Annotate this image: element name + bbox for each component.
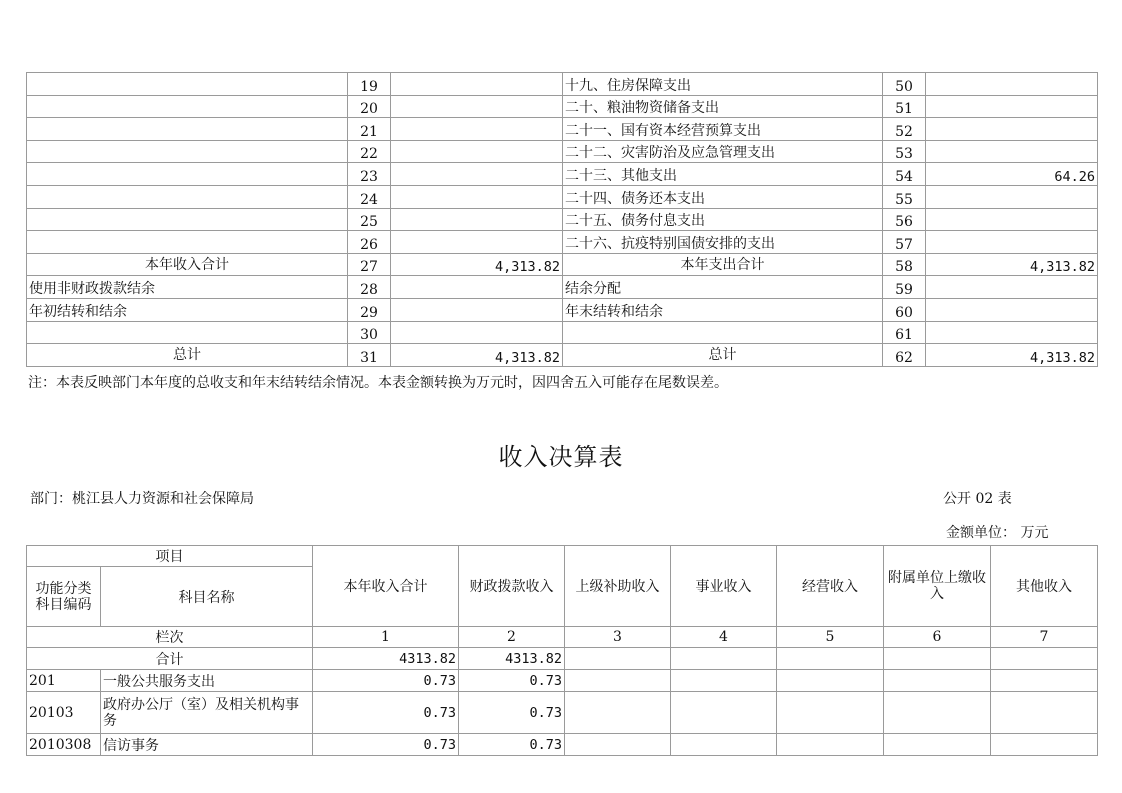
summary-row: [27, 118, 1098, 141]
total-value: 4313.82: [313, 648, 459, 670]
income-item-label: 总计: [27, 344, 348, 367]
income-item-label: 年初结转和结余: [27, 298, 348, 321]
income-item-label: 使用非财政拨款结余: [27, 276, 348, 299]
income-amount: [391, 298, 563, 321]
income-amount: [391, 185, 563, 208]
header-name: 科目名称: [101, 567, 313, 627]
summary-row: [27, 208, 1098, 231]
expense-amount: [926, 231, 1098, 254]
income-amount: 4,313.82: [391, 253, 563, 276]
row-value: [884, 692, 991, 734]
header-item: 项目: [27, 546, 313, 567]
page-title: 收入决算表: [498, 443, 624, 471]
income-row-number: 31: [348, 344, 391, 367]
expense-row-number: 59: [883, 276, 926, 299]
column-number: 6: [884, 627, 991, 648]
expense-amount: [926, 73, 1098, 96]
expense-amount: 4,313.82: [926, 344, 1098, 367]
income-amount: [391, 163, 563, 186]
summary-row: [27, 344, 1098, 367]
expense-row-number: 55: [883, 185, 926, 208]
income-row-number: 23: [348, 163, 391, 186]
subject-code: 20103: [27, 692, 101, 734]
row-value: 0.73: [459, 734, 565, 756]
department-label: 部门：桃江县人力资源和社会保障局: [30, 491, 254, 507]
row-value: [777, 692, 884, 734]
column-number: 4: [671, 627, 777, 648]
expense-row-number: 61: [883, 321, 926, 344]
expense-row-number: 60: [883, 298, 926, 321]
total-value: [671, 648, 777, 670]
subject-code: 201: [27, 670, 101, 692]
summary-row: [27, 185, 1098, 208]
income-table: [26, 545, 1098, 756]
income-item-label: [27, 163, 348, 186]
summary-row: [27, 321, 1098, 344]
expense-amount: [926, 118, 1098, 141]
expense-amount: [926, 140, 1098, 163]
income-item-label: [27, 185, 348, 208]
row-value: [671, 670, 777, 692]
income-item-label: [27, 95, 348, 118]
total-value: 4313.82: [459, 648, 565, 670]
expense-row-number: 51: [883, 95, 926, 118]
income-item-label: [27, 140, 348, 163]
row-value: [671, 734, 777, 756]
total-value: [777, 648, 884, 670]
income-row-number: 21: [348, 118, 391, 141]
income-item-label: [27, 321, 348, 344]
income-row-number: 22: [348, 140, 391, 163]
expense-item-label: 二十五、债务付息支出: [563, 208, 883, 231]
expense-row-number: 53: [883, 140, 926, 163]
expense-row-number: 57: [883, 231, 926, 254]
table-note: 注：本表反映部门本年度的总收支和年末结转结余情况。本表金额转换为万元时，因四舍五入可能存在尾数误差。: [28, 375, 728, 391]
row-value: [565, 692, 671, 734]
income-amount: [391, 276, 563, 299]
expense-row-number: 50: [883, 73, 926, 96]
row-value: 0.73: [459, 692, 565, 734]
expense-item-label: 二十三、其他支出: [563, 163, 883, 186]
column-number: 2: [459, 627, 565, 648]
expense-item-label: 二十四、债务还本支出: [563, 185, 883, 208]
income-row-number: 19: [348, 73, 391, 96]
summary-table: [26, 72, 1098, 367]
expense-item-label: 本年支出合计: [563, 253, 883, 276]
income-row-number: 25: [348, 208, 391, 231]
expense-row-number: 58: [883, 253, 926, 276]
column-numbers-label: 栏次: [27, 627, 313, 648]
income-amount: [391, 140, 563, 163]
expense-amount: 4,313.82: [926, 253, 1098, 276]
expense-row-number: 56: [883, 208, 926, 231]
column-header: 财政拨款收入: [459, 546, 565, 627]
expense-amount: [926, 321, 1098, 344]
total-value: [565, 648, 671, 670]
expense-item-label: 二十、粮油物资储备支出: [563, 95, 883, 118]
column-number: 1: [313, 627, 459, 648]
table-number: 公开 02 表: [943, 491, 1012, 507]
total-value: [884, 648, 991, 670]
expense-item-label: 二十六、抗疫特别国债安排的支出: [563, 231, 883, 254]
row-value: [777, 734, 884, 756]
expense-item-label: [563, 321, 883, 344]
summary-row: [27, 298, 1098, 321]
row-value: [565, 670, 671, 692]
income-amount: [391, 321, 563, 344]
column-number: 3: [565, 627, 671, 648]
row-value: 0.73: [313, 692, 459, 734]
row-value: 0.73: [313, 670, 459, 692]
income-row-number: 27: [348, 253, 391, 276]
summary-row: [27, 95, 1098, 118]
summary-row: [27, 140, 1098, 163]
summary-row: [27, 253, 1098, 276]
income-row-number: 30: [348, 321, 391, 344]
subject-name: 信访事务: [101, 734, 313, 756]
income-row-number: 28: [348, 276, 391, 299]
subject-name: 一般公共服务支出: [101, 670, 313, 692]
income-amount: [391, 95, 563, 118]
income-row-number: 26: [348, 231, 391, 254]
row-value: [777, 670, 884, 692]
expense-amount: 64.26: [926, 163, 1098, 186]
total-label: 合计: [27, 648, 313, 670]
income-amount: 4,313.82: [391, 344, 563, 367]
summary-row: [27, 163, 1098, 186]
expense-amount: [926, 298, 1098, 321]
row-value: 0.73: [313, 734, 459, 756]
subject-code: 2010308: [27, 734, 101, 756]
row-value: [991, 692, 1098, 734]
income-amount: [391, 231, 563, 254]
row-value: [884, 670, 991, 692]
income-item-label: 本年收入合计: [27, 253, 348, 276]
expense-amount: [926, 208, 1098, 231]
income-item-label: [27, 73, 348, 96]
income-amount: [391, 118, 563, 141]
expense-amount: [926, 276, 1098, 299]
column-header: 上级补助收入: [565, 546, 671, 627]
expense-row-number: 52: [883, 118, 926, 141]
row-value: [671, 692, 777, 734]
amount-unit: 金额单位： 万元: [946, 525, 1049, 541]
column-header: 事业收入: [671, 546, 777, 627]
row-value: [991, 670, 1098, 692]
summary-table-body: [27, 73, 1098, 367]
column-header: 其他收入: [991, 546, 1098, 627]
income-row-number: 20: [348, 95, 391, 118]
subject-name: 政府办公厅（室）及相关机构事务: [101, 692, 313, 734]
row-value: [565, 734, 671, 756]
expense-item-label: 年末结转和结余: [563, 298, 883, 321]
header-code: 功能分类 科目编码: [27, 567, 101, 627]
row-value: 0.73: [459, 670, 565, 692]
summary-row: [27, 276, 1098, 299]
income-item-label: [27, 231, 348, 254]
expense-amount: [926, 185, 1098, 208]
expense-item-label: 十九、住房保障支出: [563, 73, 883, 96]
row-value: [991, 734, 1098, 756]
column-header: 附属单位上缴收 入: [884, 546, 991, 627]
column-number: 5: [777, 627, 884, 648]
expense-row-number: 54: [883, 163, 926, 186]
expense-item-label: 二十二、灾害防治及应急管理支出: [563, 140, 883, 163]
income-amount: [391, 73, 563, 96]
expense-item-label: 总计: [563, 344, 883, 367]
column-header: 经营收入: [777, 546, 884, 627]
expense-amount: [926, 95, 1098, 118]
column-number: 7: [991, 627, 1098, 648]
total-value: [991, 648, 1098, 670]
expense-item-label: 二十一、国有资本经营预算支出: [563, 118, 883, 141]
row-value: [884, 734, 991, 756]
summary-row: [27, 73, 1098, 96]
expense-item-label: 结余分配: [563, 276, 883, 299]
income-item-label: [27, 118, 348, 141]
summary-row: [27, 231, 1098, 254]
income-row-number: 24: [348, 185, 391, 208]
column-header: 本年收入合计: [313, 546, 459, 627]
income-amount: [391, 208, 563, 231]
income-row-number: 29: [348, 298, 391, 321]
income-item-label: [27, 208, 348, 231]
expense-row-number: 62: [883, 344, 926, 367]
